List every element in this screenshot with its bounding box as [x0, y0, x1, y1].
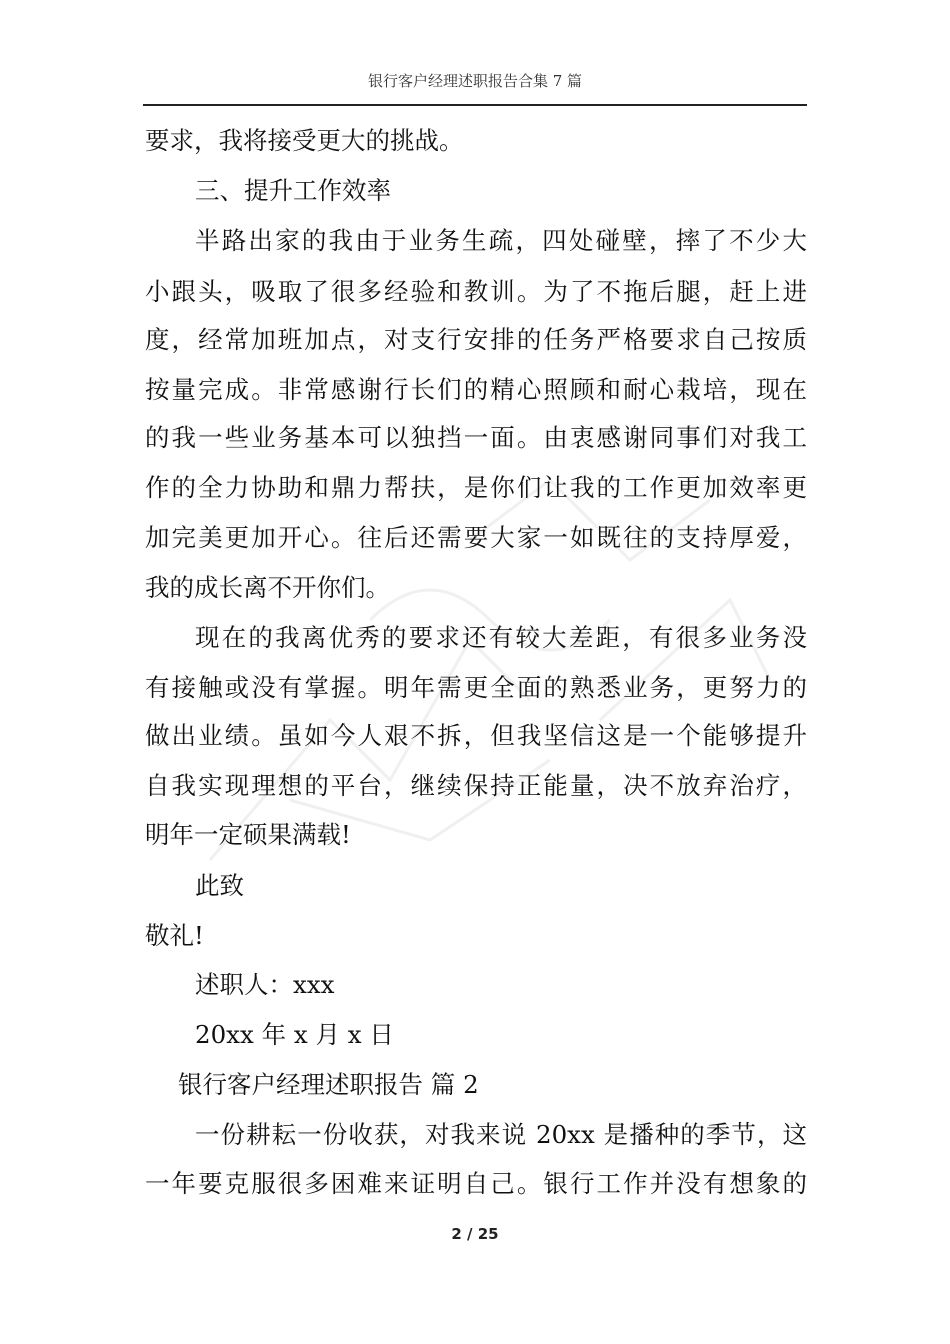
section-title: 银行客户经理述职报告 篇 2	[178, 1070, 479, 1099]
page-number: 2 / 25	[451, 1225, 499, 1243]
body-line: 现在的我离优秀的要求还有较大差距，有很多业务没	[195, 623, 807, 652]
closing-salutation: 此致	[195, 871, 244, 900]
body-line: 作的全力协助和鼎力帮扶，是你们让我的工作更加效率更	[145, 473, 807, 502]
body-line: 小跟头，吸取了很多经验和教训。为了不拖后腿，赶上进	[145, 277, 807, 306]
reporter-line: 述职人：xxx	[195, 970, 335, 999]
body-line: 半路出家的我由于业务生疏，四处碰壁，摔了不少大	[195, 226, 807, 255]
date-line: 20xx 年 x 月 x 日	[195, 1020, 394, 1049]
header-divider	[143, 104, 807, 106]
section-heading: 三、提升工作效率	[195, 176, 391, 205]
running-header-title: 银行客户经理述职报告合集 7 篇	[367, 72, 583, 90]
body-line: 一年要克服很多困难来证明自己。银行工作并没有想象的	[145, 1169, 807, 1198]
body-line: 做出业绩。虽如今人艰不拆，但我坚信这是一个能够提升	[145, 721, 807, 750]
body-line: 按量完成。非常感谢行长们的精心照顾和耐心栽培，现在	[145, 375, 807, 404]
body-line: 要求，我将接受更大的挑战。	[145, 126, 464, 155]
body-line: 我的成长离不开你们。	[145, 573, 390, 602]
body-line: 加完美更加开心。往后还需要大家一如既往的支持厚爱，	[145, 523, 807, 552]
body-line: 明年一定硕果满载!	[145, 820, 351, 849]
body-line: 自我实现理想的平台，继续保持正能量，决不放弃治疗，	[145, 771, 807, 800]
body-line: 的我一些业务基本可以独挡一面。由衷感谢同事们对我工	[145, 423, 807, 452]
body-line: 度，经常加班加点，对支行安排的任务严格要求自己按质	[145, 325, 807, 354]
closing-regards: 敬礼!	[145, 921, 204, 950]
body-line: 有接触或没有掌握。明年需更全面的熟悉业务，更努力的	[145, 673, 807, 702]
body-line: 一份耕耘一份收获，对我来说 20xx 是播种的季节，这	[195, 1120, 807, 1149]
